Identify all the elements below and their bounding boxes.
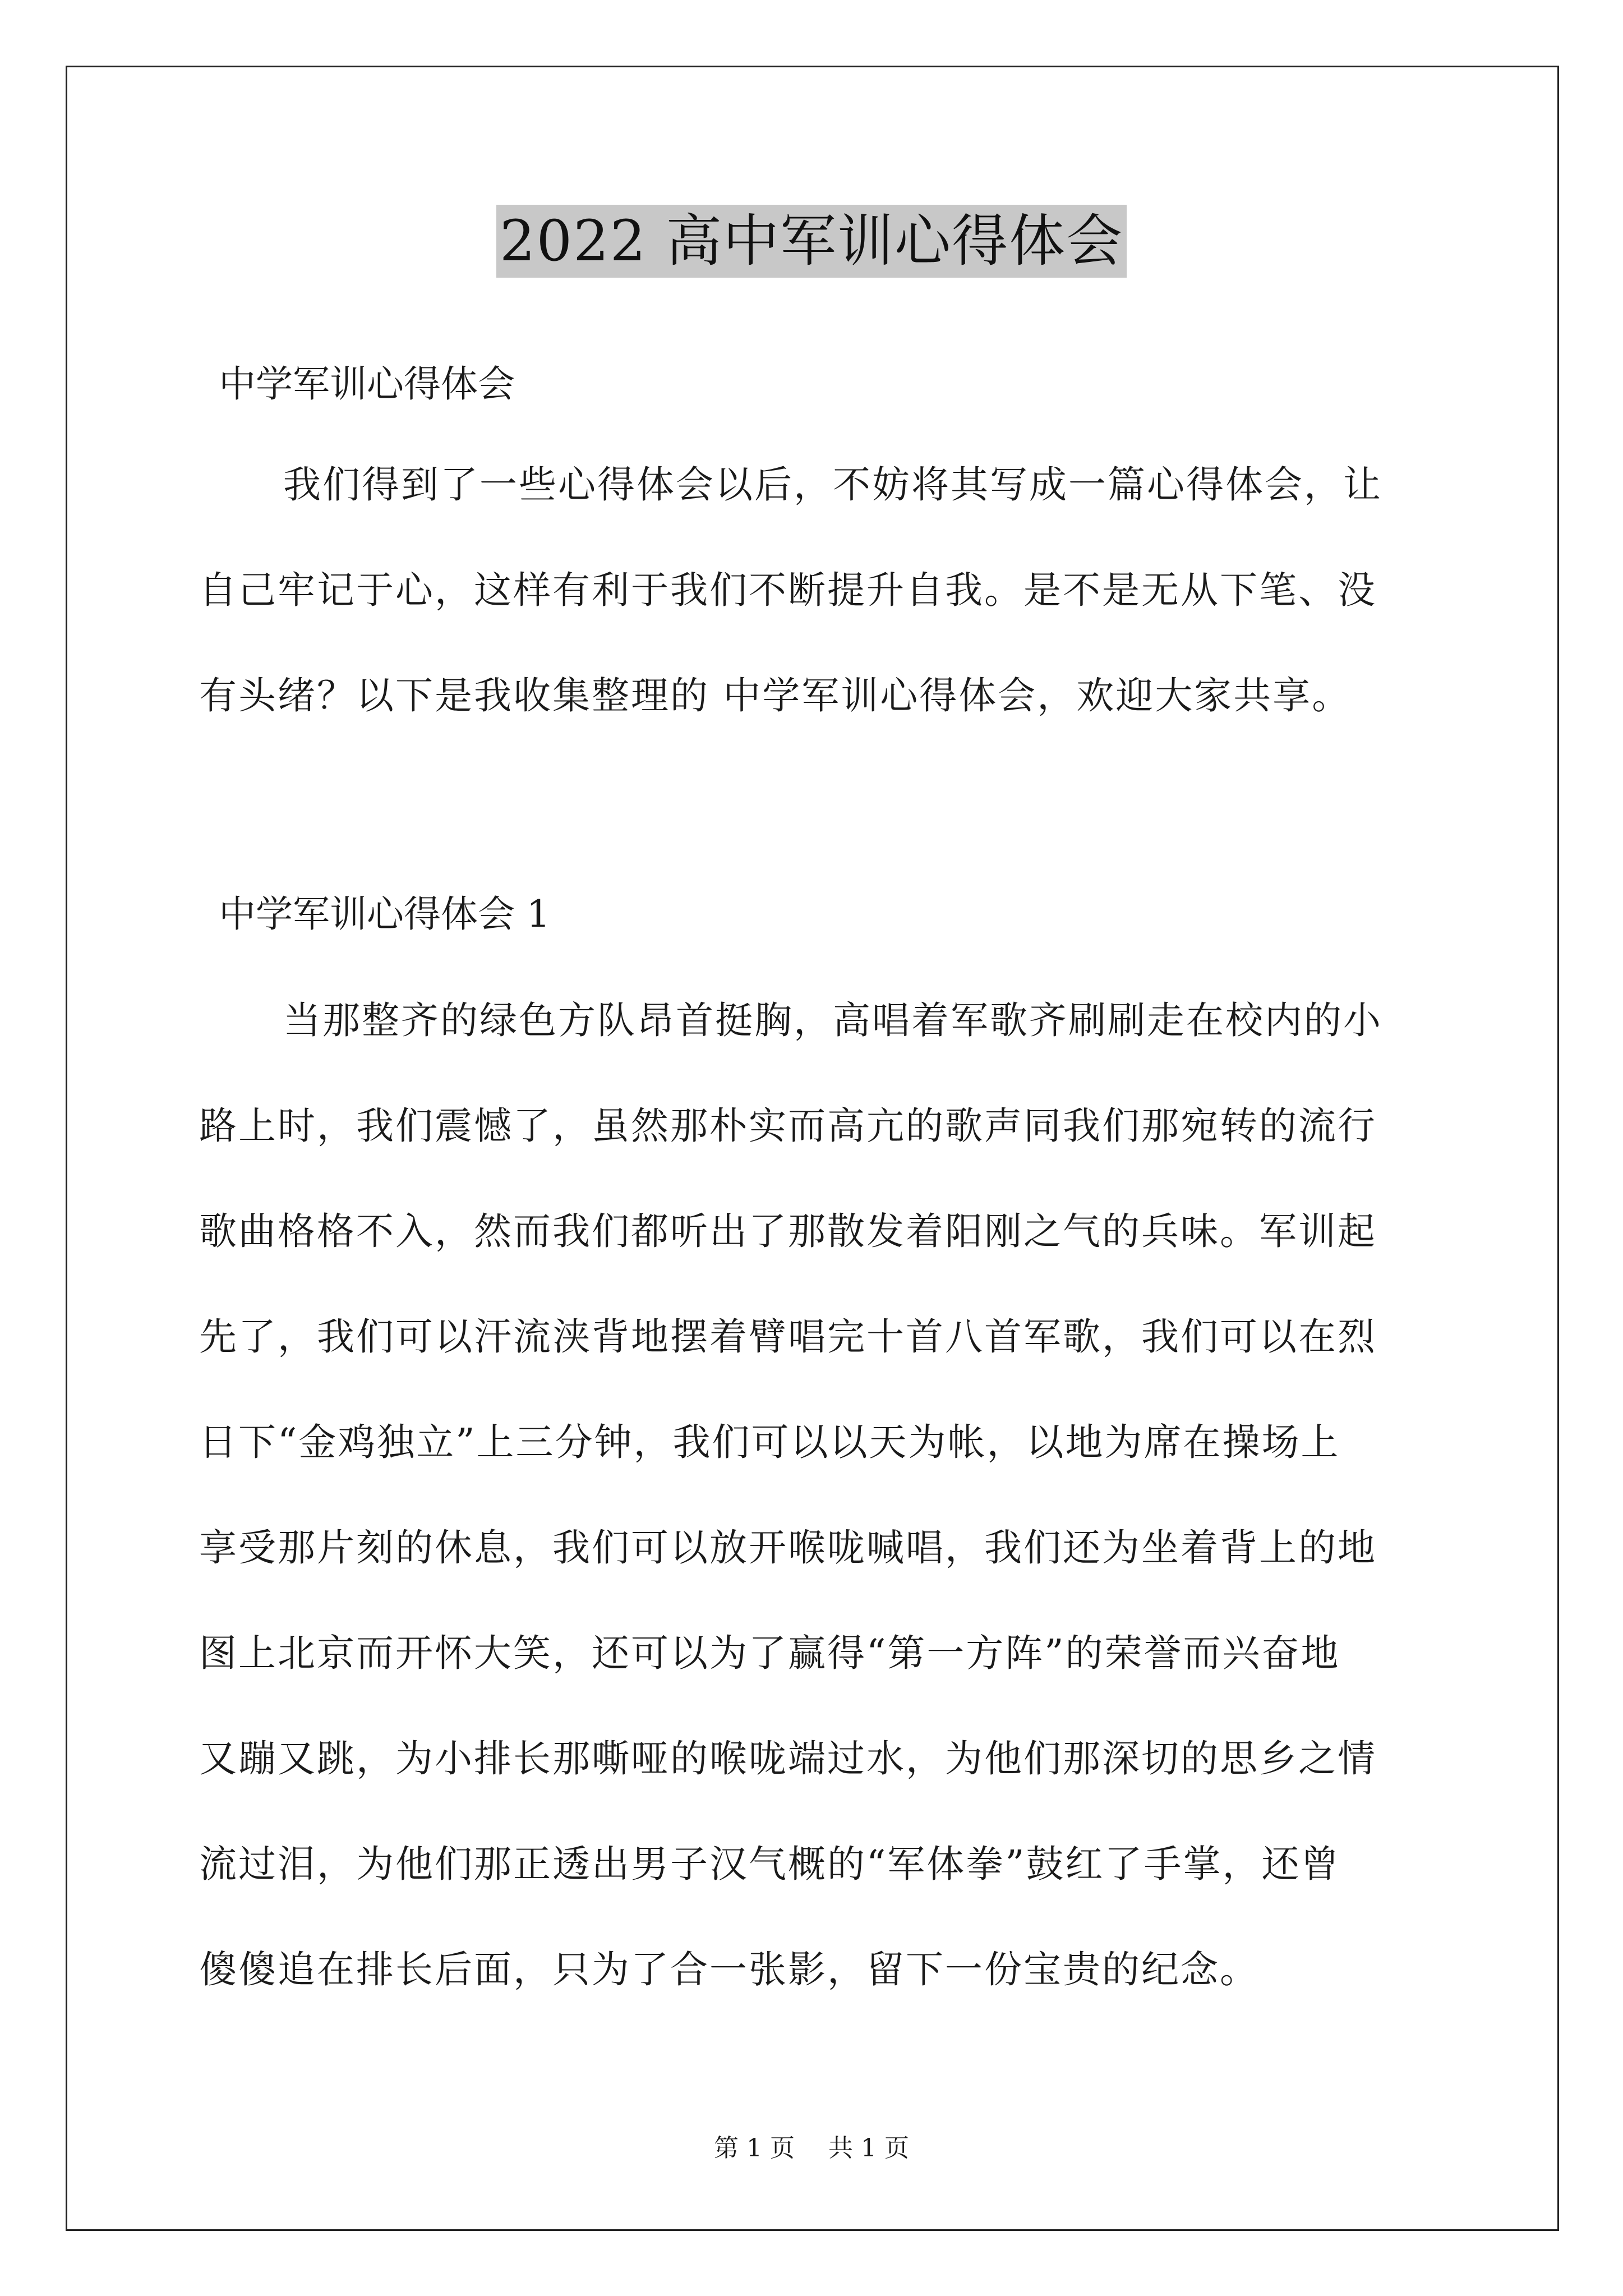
section1-paragraph bbox=[199, 968, 1433, 2022]
document-title: 2022 高中军训心得体会 bbox=[496, 205, 1127, 278]
paragraph-line: 路上时，我们震憾了，虽然那朴实而高亢的歌声同我们那宛转的流行 bbox=[199, 1104, 1377, 1148]
paragraph-line: 图上北京而开怀大笑，还可以为了赢得“第一方阵”的荣誉而兴奋地 bbox=[199, 1631, 1340, 1675]
paragraph-line: 我们得到了一些心得体会以后，不妨将其写成一篇心得体会，让 bbox=[283, 463, 1382, 507]
paragraph-line: 流过泪，为他们那正透出男子汉气概的“军体拳”鼓红了手掌，还曾 bbox=[199, 1842, 1340, 1886]
paragraph-line: 自己牢记于心，这样有利于我们不断提升自我。是不是无从下笔、没 bbox=[199, 568, 1377, 612]
page-number-current: 第 1 页 bbox=[714, 2134, 795, 2162]
paragraph-line: 日下“金鸡独立”上三分钟，我们可以以天为帐，以地为席在操场上 bbox=[199, 1420, 1340, 1464]
paragraph-line: 当那整齐的绿色方队昂首挺胸，高唱着军歌齐刷刷走在校内的小 bbox=[283, 999, 1382, 1042]
title-container bbox=[0, 205, 1623, 278]
page-number-total: 共 1 页 bbox=[828, 2134, 909, 2162]
intro-paragraph bbox=[199, 432, 1433, 748]
paragraph-line: 有头绪？以下是我收集整理的 中学军训心得体会，欢迎大家共享。 bbox=[199, 674, 1352, 717]
paragraph-line: 享受那片刻的休息，我们可以放开喉咙喊唱，我们还为坐着背上的地 bbox=[199, 1526, 1377, 1570]
paragraph-line: 歌曲格格不入，然而我们都听出了那散发着阳刚之气的兵味。军训起 bbox=[199, 1209, 1377, 1253]
paragraph-line: 先了，我们可以汗流浃背地摆着臂唱完十首八首军歌，我们可以在烈 bbox=[199, 1315, 1377, 1359]
page-footer bbox=[0, 2132, 1623, 2165]
paragraph-line: 傻傻追在排长后面，只为了合一张影，留下一份宝贵的纪念。 bbox=[199, 1948, 1259, 1991]
intro-heading: 中学军训心得体会 bbox=[219, 362, 515, 406]
section1-heading: 中学军训心得体会 1 bbox=[219, 892, 550, 936]
paragraph-line: 又蹦又跳，为小排长那嘶哑的喉咙端过水，为他们那深切的思乡之情 bbox=[199, 1737, 1377, 1780]
